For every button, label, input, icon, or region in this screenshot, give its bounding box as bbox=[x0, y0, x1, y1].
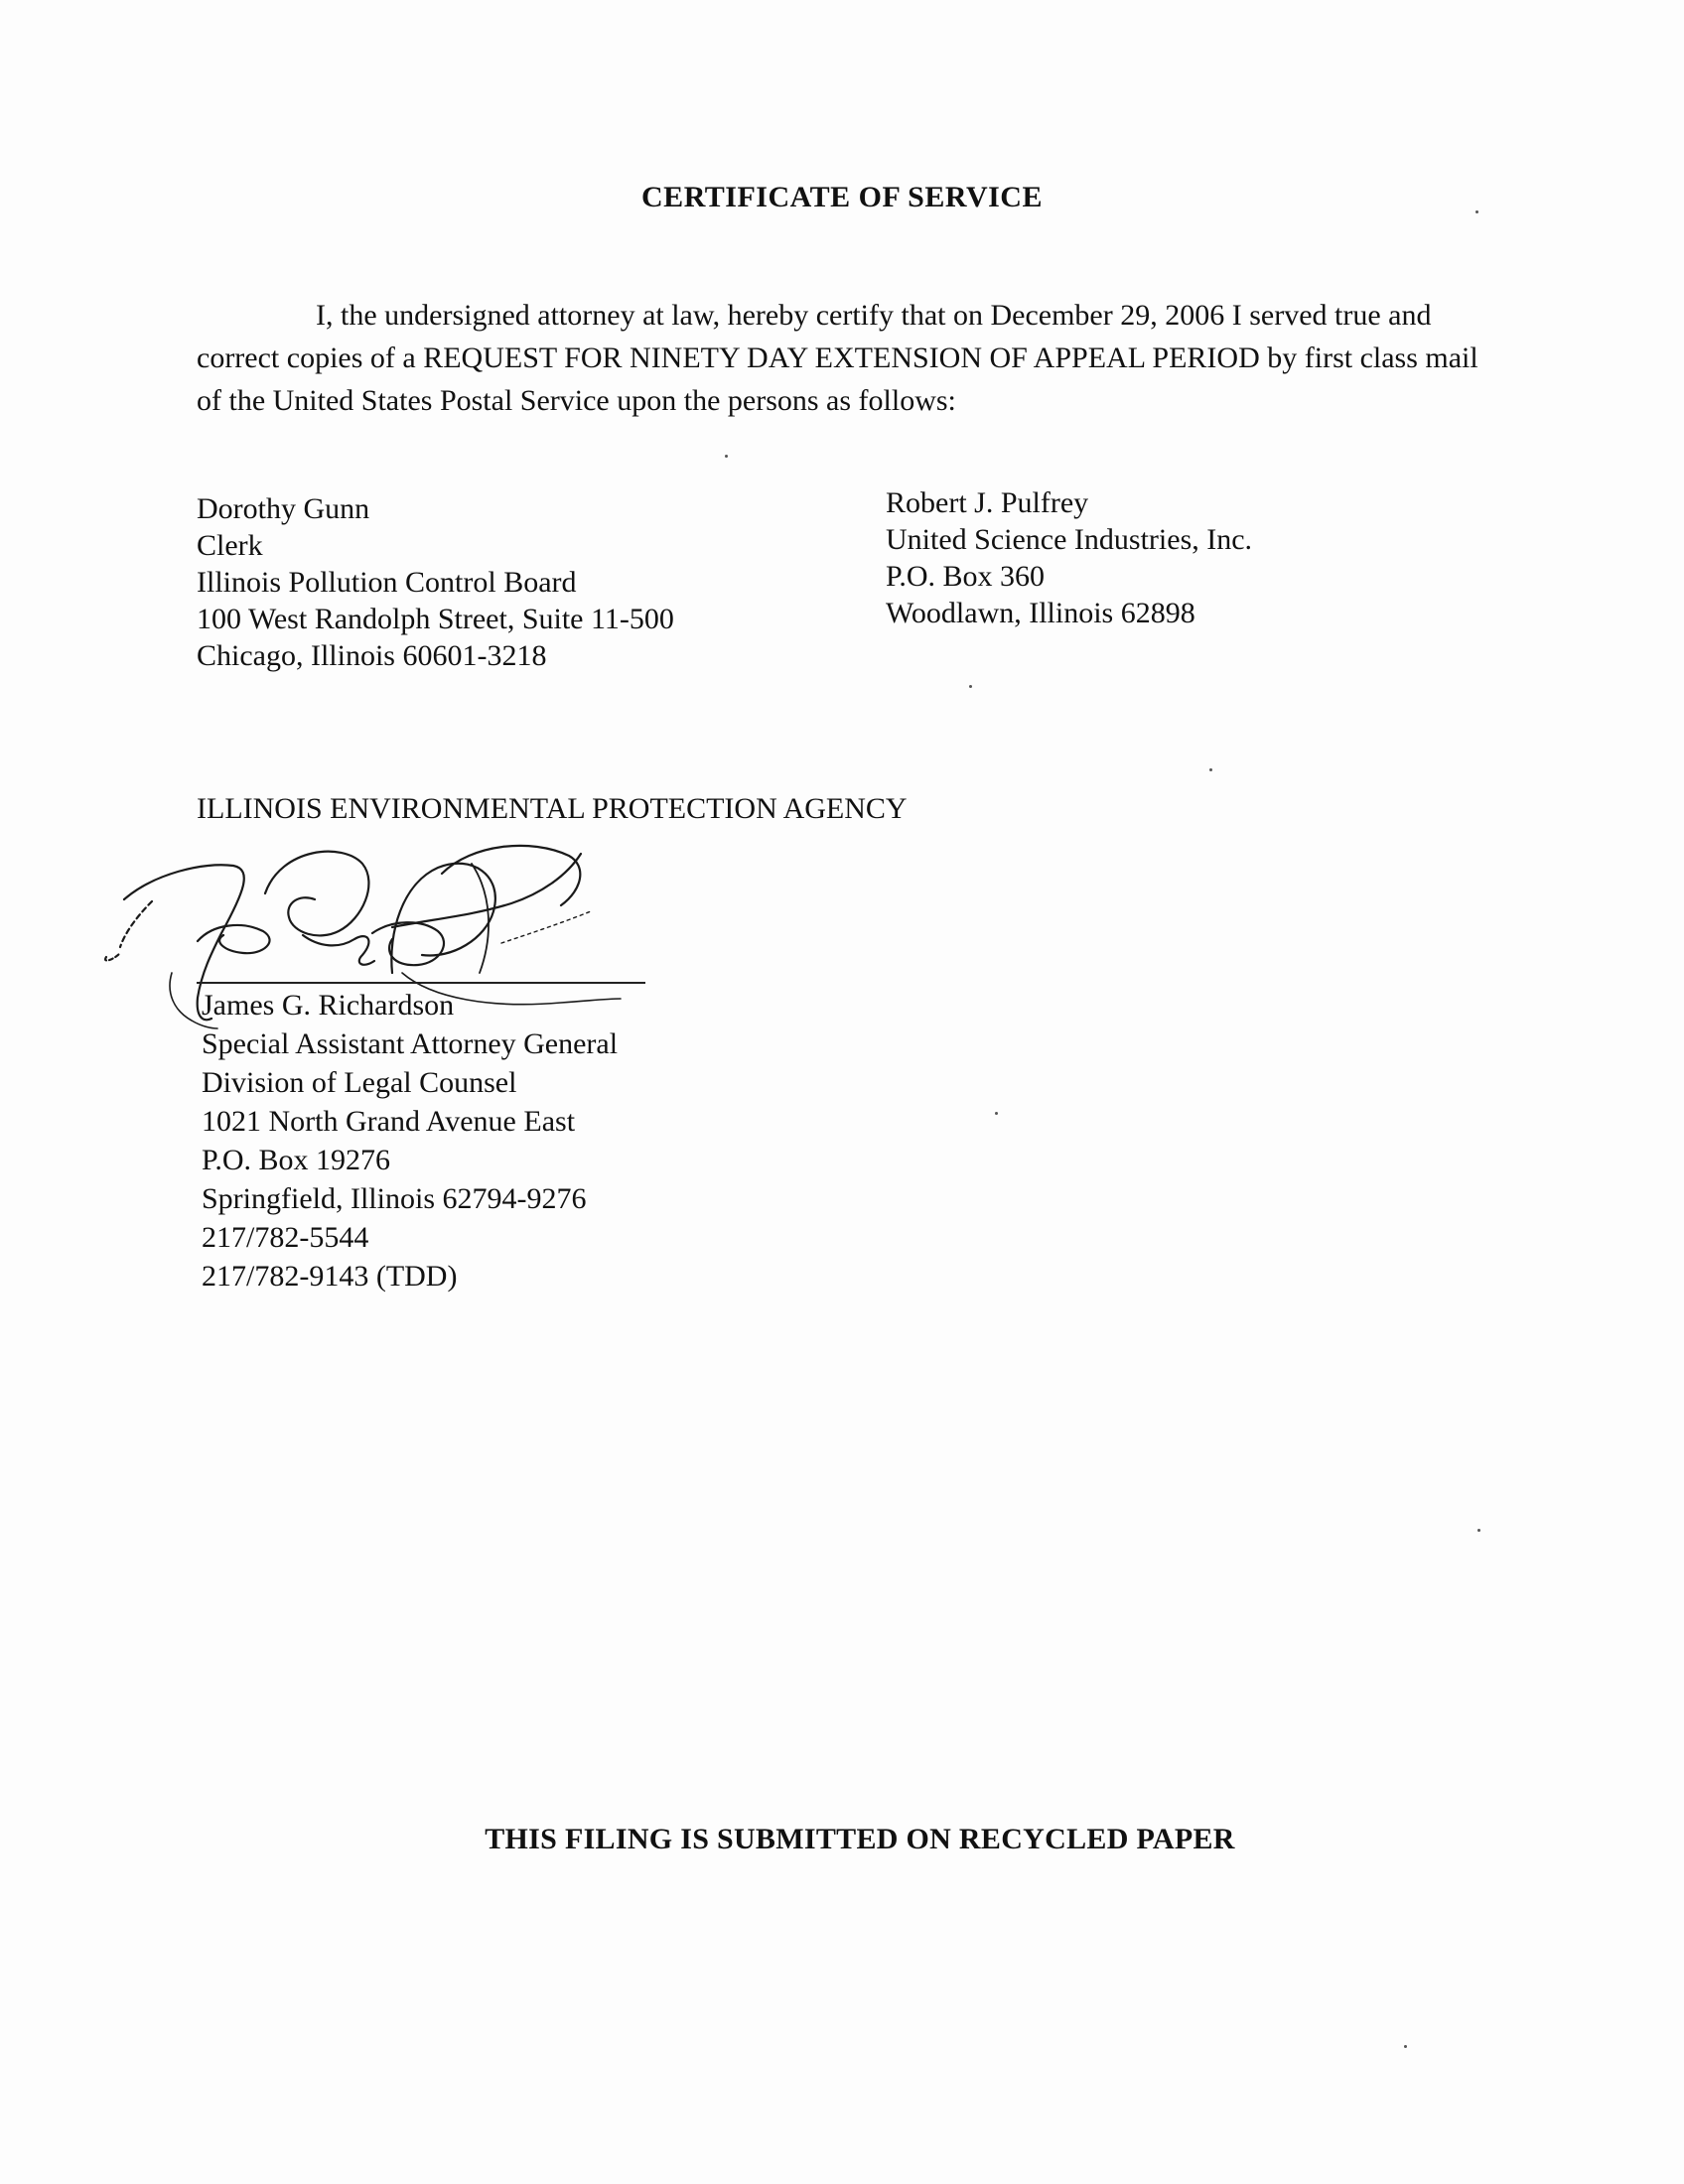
signature-stroke bbox=[303, 935, 374, 965]
document-title: CERTIFICATE OF SERVICE bbox=[641, 181, 1043, 213]
signature-stroke bbox=[198, 925, 270, 953]
certification-text: I, the undersigned attorney at law, hereby certify that on December 29, 2006 I served true and correct copies of a REQUEST FOR NINETY DAY EXTENSION OF APPEAL PERIOD by first class mail of the United States Postal Service upon the persons as follows: bbox=[197, 299, 1478, 417]
signature-stroke bbox=[472, 864, 489, 973]
scan-speck bbox=[1477, 1529, 1480, 1532]
signature-stroke bbox=[442, 846, 580, 905]
recipient-1-line: 100 West Randolph Street, Suite 11-500 bbox=[197, 603, 674, 635]
recipient-2-line: Robert J. Pulfrey bbox=[886, 486, 1089, 519]
scan-speck bbox=[1475, 210, 1478, 213]
recipient-address-2 bbox=[886, 484, 1252, 631]
recipient-2-line: Woodlawn, Illinois 62898 bbox=[886, 597, 1195, 629]
scan-speck bbox=[1404, 2045, 1407, 2048]
scan-speck bbox=[725, 455, 728, 458]
signer-line: James G. Richardson bbox=[202, 989, 455, 1022]
recipient-1-line: Chicago, Illinois 60601-3218 bbox=[197, 639, 547, 672]
scan-speck bbox=[1209, 768, 1212, 771]
signer-line: Special Assistant Attorney General bbox=[202, 1027, 619, 1060]
agency-name: ILLINOIS ENVIRONMENTAL PROTECTION AGENCY bbox=[197, 792, 908, 825]
signature-stroke bbox=[105, 953, 120, 960]
signer-line: Springfield, Illinois 62794-9276 bbox=[202, 1182, 587, 1215]
signature-stroke bbox=[501, 911, 591, 943]
recipient-1-line: Dorothy Gunn bbox=[197, 492, 370, 525]
signature-line bbox=[197, 982, 645, 984]
recipient-2-line: P.O. Box 360 bbox=[886, 560, 1046, 593]
recipient-2-line: United Science Industries, Inc. bbox=[886, 523, 1253, 556]
recycled-paper-notice: THIS FILING IS SUBMITTED ON RECYCLED PAPER bbox=[485, 1823, 1235, 1855]
signer-block bbox=[202, 986, 618, 1296]
scan-speck bbox=[995, 1112, 998, 1115]
signature-stroke bbox=[372, 922, 444, 965]
signer-line: 217/782-5544 bbox=[202, 1221, 369, 1254]
signer-line: Division of Legal Counsel bbox=[202, 1066, 517, 1099]
recipient-1-line: Clerk bbox=[197, 529, 263, 562]
certification-paragraph bbox=[197, 294, 1487, 422]
recipient-1-line: Illinois Pollution Control Board bbox=[197, 566, 577, 599]
signature-stroke bbox=[392, 854, 581, 927]
recipient-address-1 bbox=[197, 490, 674, 674]
signature-stroke bbox=[265, 852, 368, 936]
signer-line: 217/782-9143 (TDD) bbox=[202, 1260, 458, 1293]
scan-speck bbox=[969, 685, 972, 688]
signature-stroke bbox=[120, 901, 152, 947]
signer-line: 1021 North Grand Avenue East bbox=[202, 1105, 576, 1138]
signer-line: P.O. Box 19276 bbox=[202, 1144, 391, 1176]
